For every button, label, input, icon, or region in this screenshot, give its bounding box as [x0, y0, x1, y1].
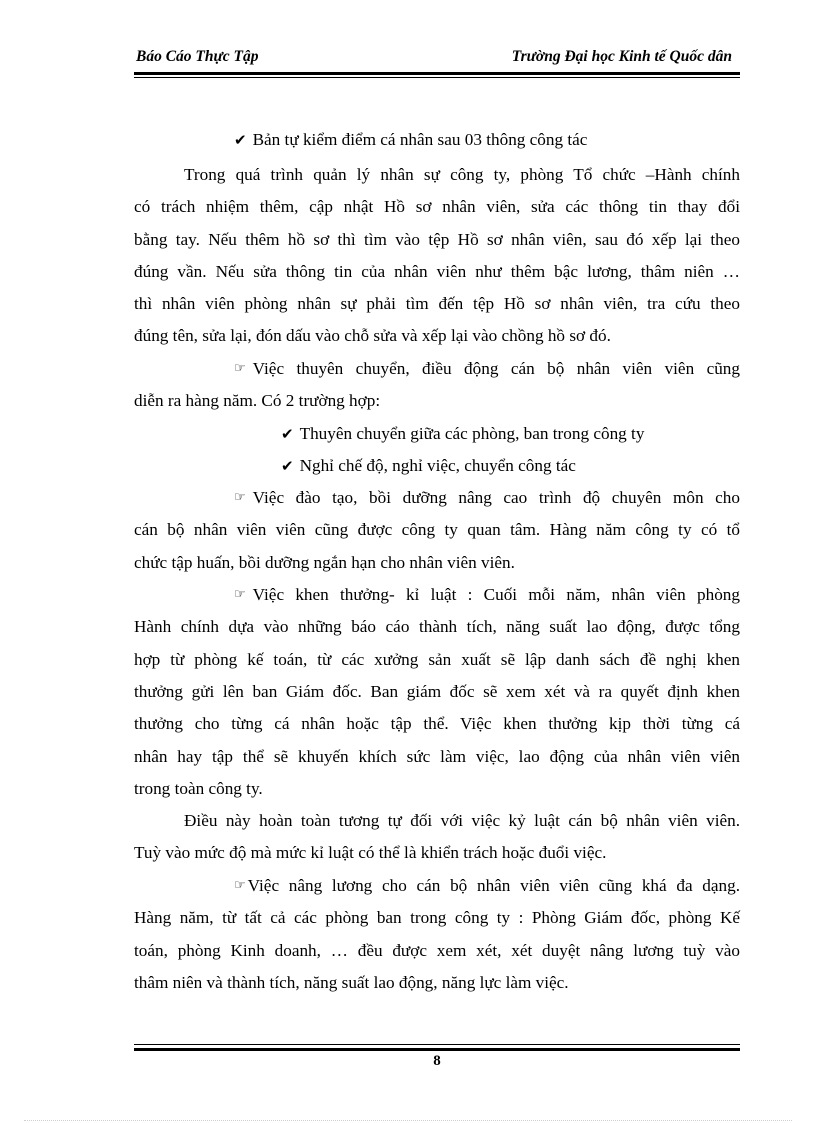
text-line: có trách nhiệm thêm, cập nhật Hồ sơ nhân viên, sửa các thông tin thay đổi — [134, 197, 740, 216]
page-number: 8 — [433, 1053, 441, 1069]
text-line: thưởng cho từng cá nhân hoặc tập thể. Việc khen thưởng kịp thời từng cá — [134, 714, 740, 733]
check-icon: ✔ — [281, 457, 294, 475]
text-line: trong toàn công ty. — [134, 779, 263, 798]
pointing-hand-icon: ☞ — [234, 361, 246, 376]
text-line: đúng vần. Nếu sửa thông tin của nhân viên như thêm bậc lương, thâm niên … — [134, 262, 740, 281]
text-line: cán bộ nhân viên viên cũng được công ty quan tâm. Hàng năm công ty có tổ — [134, 520, 740, 539]
page-header — [134, 48, 740, 70]
pointing-hand-icon: ☞ — [234, 587, 246, 602]
bullet-line — [134, 423, 740, 455]
bullet-line — [134, 875, 740, 907]
text-line: Thuyên chuyển giữa các phòng, ban trong công ty — [299, 424, 645, 443]
pointing-hand-icon: ☞ — [234, 490, 246, 505]
check-icon: ✔ — [234, 131, 247, 149]
footer-rule-thick — [134, 1048, 740, 1051]
header-report-title: Báo Cáo Thực Tập — [136, 48, 259, 65]
header-university-name: Trường Đại học Kinh tế Quốc dân — [511, 48, 732, 65]
text-line: Việc nâng lương cho cán bộ nhân viên viên cũng khá đa dạng. — [247, 876, 740, 895]
text-line: nhân hay tập thể sẽ khuyến khích sức làm việc, lao động của nhân viên viên — [134, 747, 740, 766]
bullet-line — [134, 487, 740, 519]
check-icon: ✔ — [281, 425, 294, 443]
text-line: Việc đào tạo, bồi dưỡng nâng cao trình độ chuyên môn cho — [252, 488, 740, 507]
page-edge-divider — [24, 1120, 792, 1121]
bullet-line — [134, 584, 740, 616]
bullet-line — [134, 129, 740, 161]
header-rule-thick — [134, 72, 740, 75]
text-line: Tuỳ vào mức độ mà mức kỉ luật có thể là khiển trách hoặc đuổi việc. — [134, 843, 607, 862]
footer-rule-thin — [134, 1044, 740, 1045]
text-line: toán, phòng Kinh doanh, … đều được xem xét, xét duyệt nâng lương tuỳ vào — [134, 941, 740, 960]
text-line: Điều này hoàn toàn tương tự đối với việc kỷ luật cán bộ nhân viên viên. — [184, 811, 740, 830]
text-line: Việc khen thưởng- kỉ luật : Cuối mỗi năm, nhân viên phòng — [252, 585, 740, 604]
text-line: Nghỉ chế độ, nghỉ việc, chuyển công tác — [299, 456, 576, 475]
text-line: thưởng gửi lên ban Giám đốc. Ban giám đốc sẽ xem xét và ra quyết định khen — [134, 682, 740, 701]
text-line: Bản tự kiểm điểm cá nhân sau 03 thông công tác — [252, 130, 588, 149]
bullet-line — [134, 455, 740, 487]
text-line: Trong quá trình quản lý nhân sự công ty, phòng Tổ chức –Hành chính — [184, 165, 740, 184]
text-line: đúng tên, sửa lại, đón dấu vào chỗ sửa và xếp lại vào chồng hồ sơ đó. — [134, 326, 611, 345]
text-line: bằng tay. Nếu thêm hồ sơ thì tìm vào tệp Hồ sơ nhân viên, sau đó xếp lại theo — [134, 230, 740, 249]
header-rule-thin — [134, 77, 740, 78]
bullet-line — [134, 358, 740, 390]
text-line: thâm niên và thành tích, năng suất lao động, năng lực làm việc. — [134, 973, 569, 992]
text-line: Việc thuyên chuyển, điều động cán bộ nhân viên viên cũng — [252, 359, 740, 378]
text-line: diễn ra hàng năm. Có 2 trường hợp: — [134, 391, 381, 410]
pointing-hand-icon: ☞ — [234, 878, 246, 893]
text-line: Hàng năm, từ tất cả các phòng ban trong công ty : Phòng Giám đốc, phòng Kế — [134, 908, 740, 927]
text-line: thì nhân viên phòng nhân sự phải tìm đến tệp Hồ sơ nhân viên, tra cứu theo — [134, 294, 740, 313]
text-line: hợp từ phòng kế toán, từ các xưởng sản xuất sẽ lập danh sách đề nghị khen — [134, 650, 740, 669]
text-line: chức tập huấn, bồi dưỡng ngắn hạn cho nhân viên viên. — [134, 553, 515, 572]
text-line: Hành chính dựa vào những báo cáo thành tích, năng suất lao động, được tổng — [134, 617, 740, 636]
